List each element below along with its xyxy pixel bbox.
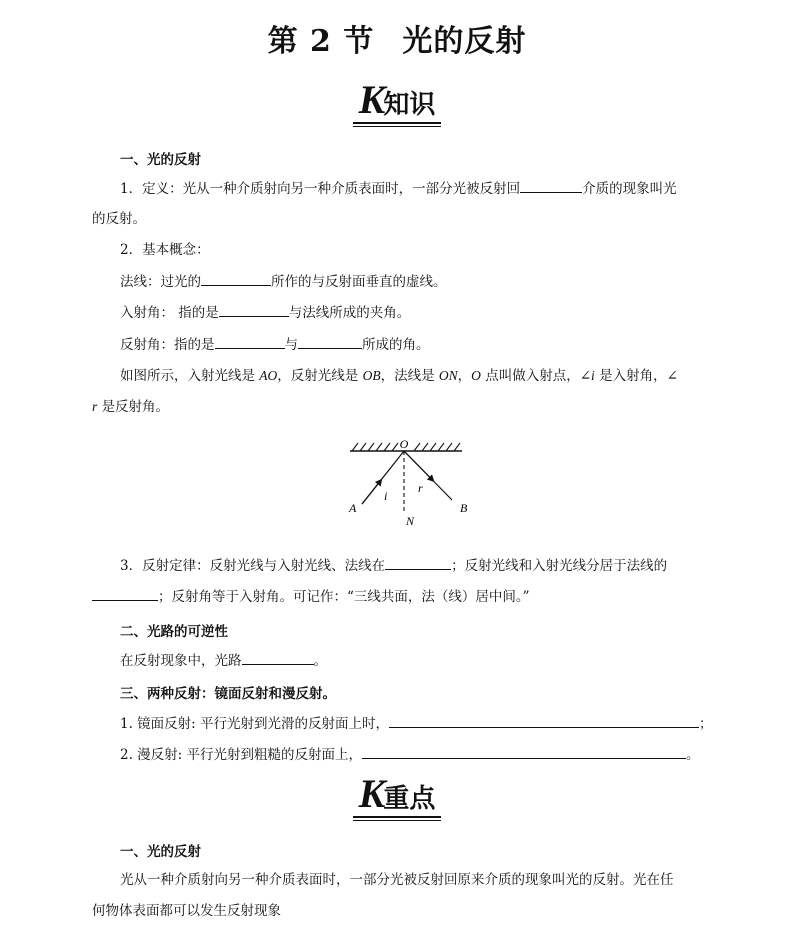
fig-text: ，反射光线是 xyxy=(277,368,363,384)
key-points-banner xyxy=(0,771,794,818)
reflection-text-and: 与 xyxy=(284,337,298,353)
fig-text: ，法线是 xyxy=(380,368,439,384)
definition-line-2: 的反射。 xyxy=(92,211,146,227)
diffuse-reflection-line xyxy=(120,744,700,765)
incident-ray-arrow xyxy=(362,482,380,505)
blank-field xyxy=(242,650,314,665)
banner-letter: K xyxy=(358,77,384,122)
section-title: 光的反射 xyxy=(402,24,527,59)
diffuse-text: 2. 漫反射: 平行光射到粗糙的反射面上， xyxy=(120,747,363,763)
reversibility-text: 在反射现象中，光路 xyxy=(120,653,242,669)
fig-var-r: r xyxy=(92,399,98,414)
blank-field xyxy=(201,271,271,286)
mirror-reflection-line xyxy=(120,713,713,734)
blank-field xyxy=(215,334,285,349)
reversibility-line xyxy=(120,650,327,671)
figure-description xyxy=(120,366,710,386)
law-text-cont: ；反射光线和入射光线分居于法线的 xyxy=(451,558,668,574)
mirror-text: 1. 镜面反射: 平行光射到光滑的反射面上时， xyxy=(120,716,390,732)
reflection-text: 反射角：指的是 xyxy=(120,337,215,353)
blank-field xyxy=(385,555,451,570)
law-text-end: ；反射角等于入射角。可记作：“三线共面，法（线）居中间。” xyxy=(158,589,530,605)
knowledge-banner xyxy=(0,77,794,124)
incidence-text-cont: 与法线所成的夹角。 xyxy=(288,305,411,321)
blank-field xyxy=(362,744,686,759)
normal-text-cont: 所作的与反射面垂直的虚线。 xyxy=(271,274,447,290)
label-a: A xyxy=(349,501,357,515)
reversibility-text-end: 。 xyxy=(313,653,327,669)
reflected-ray-arrow xyxy=(404,451,432,480)
fig-var-ao: AO xyxy=(259,368,278,383)
diffuse-text-end: 。 xyxy=(686,747,700,763)
reflection-diagram xyxy=(340,432,480,532)
page-title xyxy=(0,16,794,60)
key-text-line-2: 何物体表面都可以发生反射现象 xyxy=(92,903,281,919)
blank-field xyxy=(92,586,158,601)
fig-var-o: O xyxy=(471,368,481,383)
definition-text-cont: 介质的现象叫光 xyxy=(582,181,677,197)
reflection-law-line xyxy=(120,555,667,576)
incidence-text: 入射角： 指的是 xyxy=(120,305,219,321)
label-o: O xyxy=(399,437,409,451)
label-r: r xyxy=(418,481,423,495)
banner-letter: K xyxy=(358,771,384,816)
banner-word: 知识 xyxy=(383,90,436,120)
definition-line xyxy=(120,178,677,199)
fig-var-on: ON xyxy=(438,368,458,383)
blank-field xyxy=(520,178,582,193)
figure-description-2 xyxy=(92,397,169,417)
fig-text: 是反射角。 xyxy=(97,399,170,415)
mirror-text-end: ； xyxy=(699,716,713,732)
key-text-line-1: 光从一种介质射向另一种介质表面时，一部分光被反射回原来介质的现象叫光的反射。光在任 xyxy=(120,872,674,888)
fig-text: ， xyxy=(457,368,472,384)
normal-line xyxy=(120,271,447,292)
fig-text: 点叫做入射点，∠ xyxy=(480,368,592,384)
definition-text: 1．定义：光从一种介质射向另一种介质表面时，一部分光被反射回 xyxy=(120,181,521,197)
label-b: B xyxy=(460,501,468,515)
section-heading-reflection: 一、光的反射 xyxy=(120,152,201,168)
section-number: 第 2 节 xyxy=(267,24,375,59)
reflection-text-end: 所成的角。 xyxy=(362,337,430,353)
label-i: i xyxy=(384,489,388,503)
section-heading-two-reflections: 三、两种反射：镜面反射和漫反射。 xyxy=(120,686,336,702)
concepts-heading: 2．基本概念： xyxy=(120,242,210,258)
reflection-law-line-2 xyxy=(92,586,530,607)
blank-field xyxy=(219,302,289,317)
incidence-angle-line xyxy=(120,302,410,323)
fig-text: 如图所示，入射光线是 xyxy=(120,368,260,384)
reflection-angle-line xyxy=(120,334,430,355)
section-heading-reversibility: 二、光路的可逆性 xyxy=(120,624,228,640)
blank-field xyxy=(298,334,362,349)
fig-var-ob: OB xyxy=(362,368,381,383)
label-n: N xyxy=(406,514,415,528)
banner-word: 重点 xyxy=(383,784,436,814)
normal-text: 法线：过光的 xyxy=(120,274,201,290)
blank-field xyxy=(389,713,699,728)
law-text: 3．反射定律：反射光线与入射光线、法线在 xyxy=(120,558,386,574)
key-section-heading: 一、光的反射 xyxy=(120,844,201,860)
fig-text: 是入射角，∠ xyxy=(594,368,678,384)
fig-var-i: i xyxy=(591,368,595,383)
